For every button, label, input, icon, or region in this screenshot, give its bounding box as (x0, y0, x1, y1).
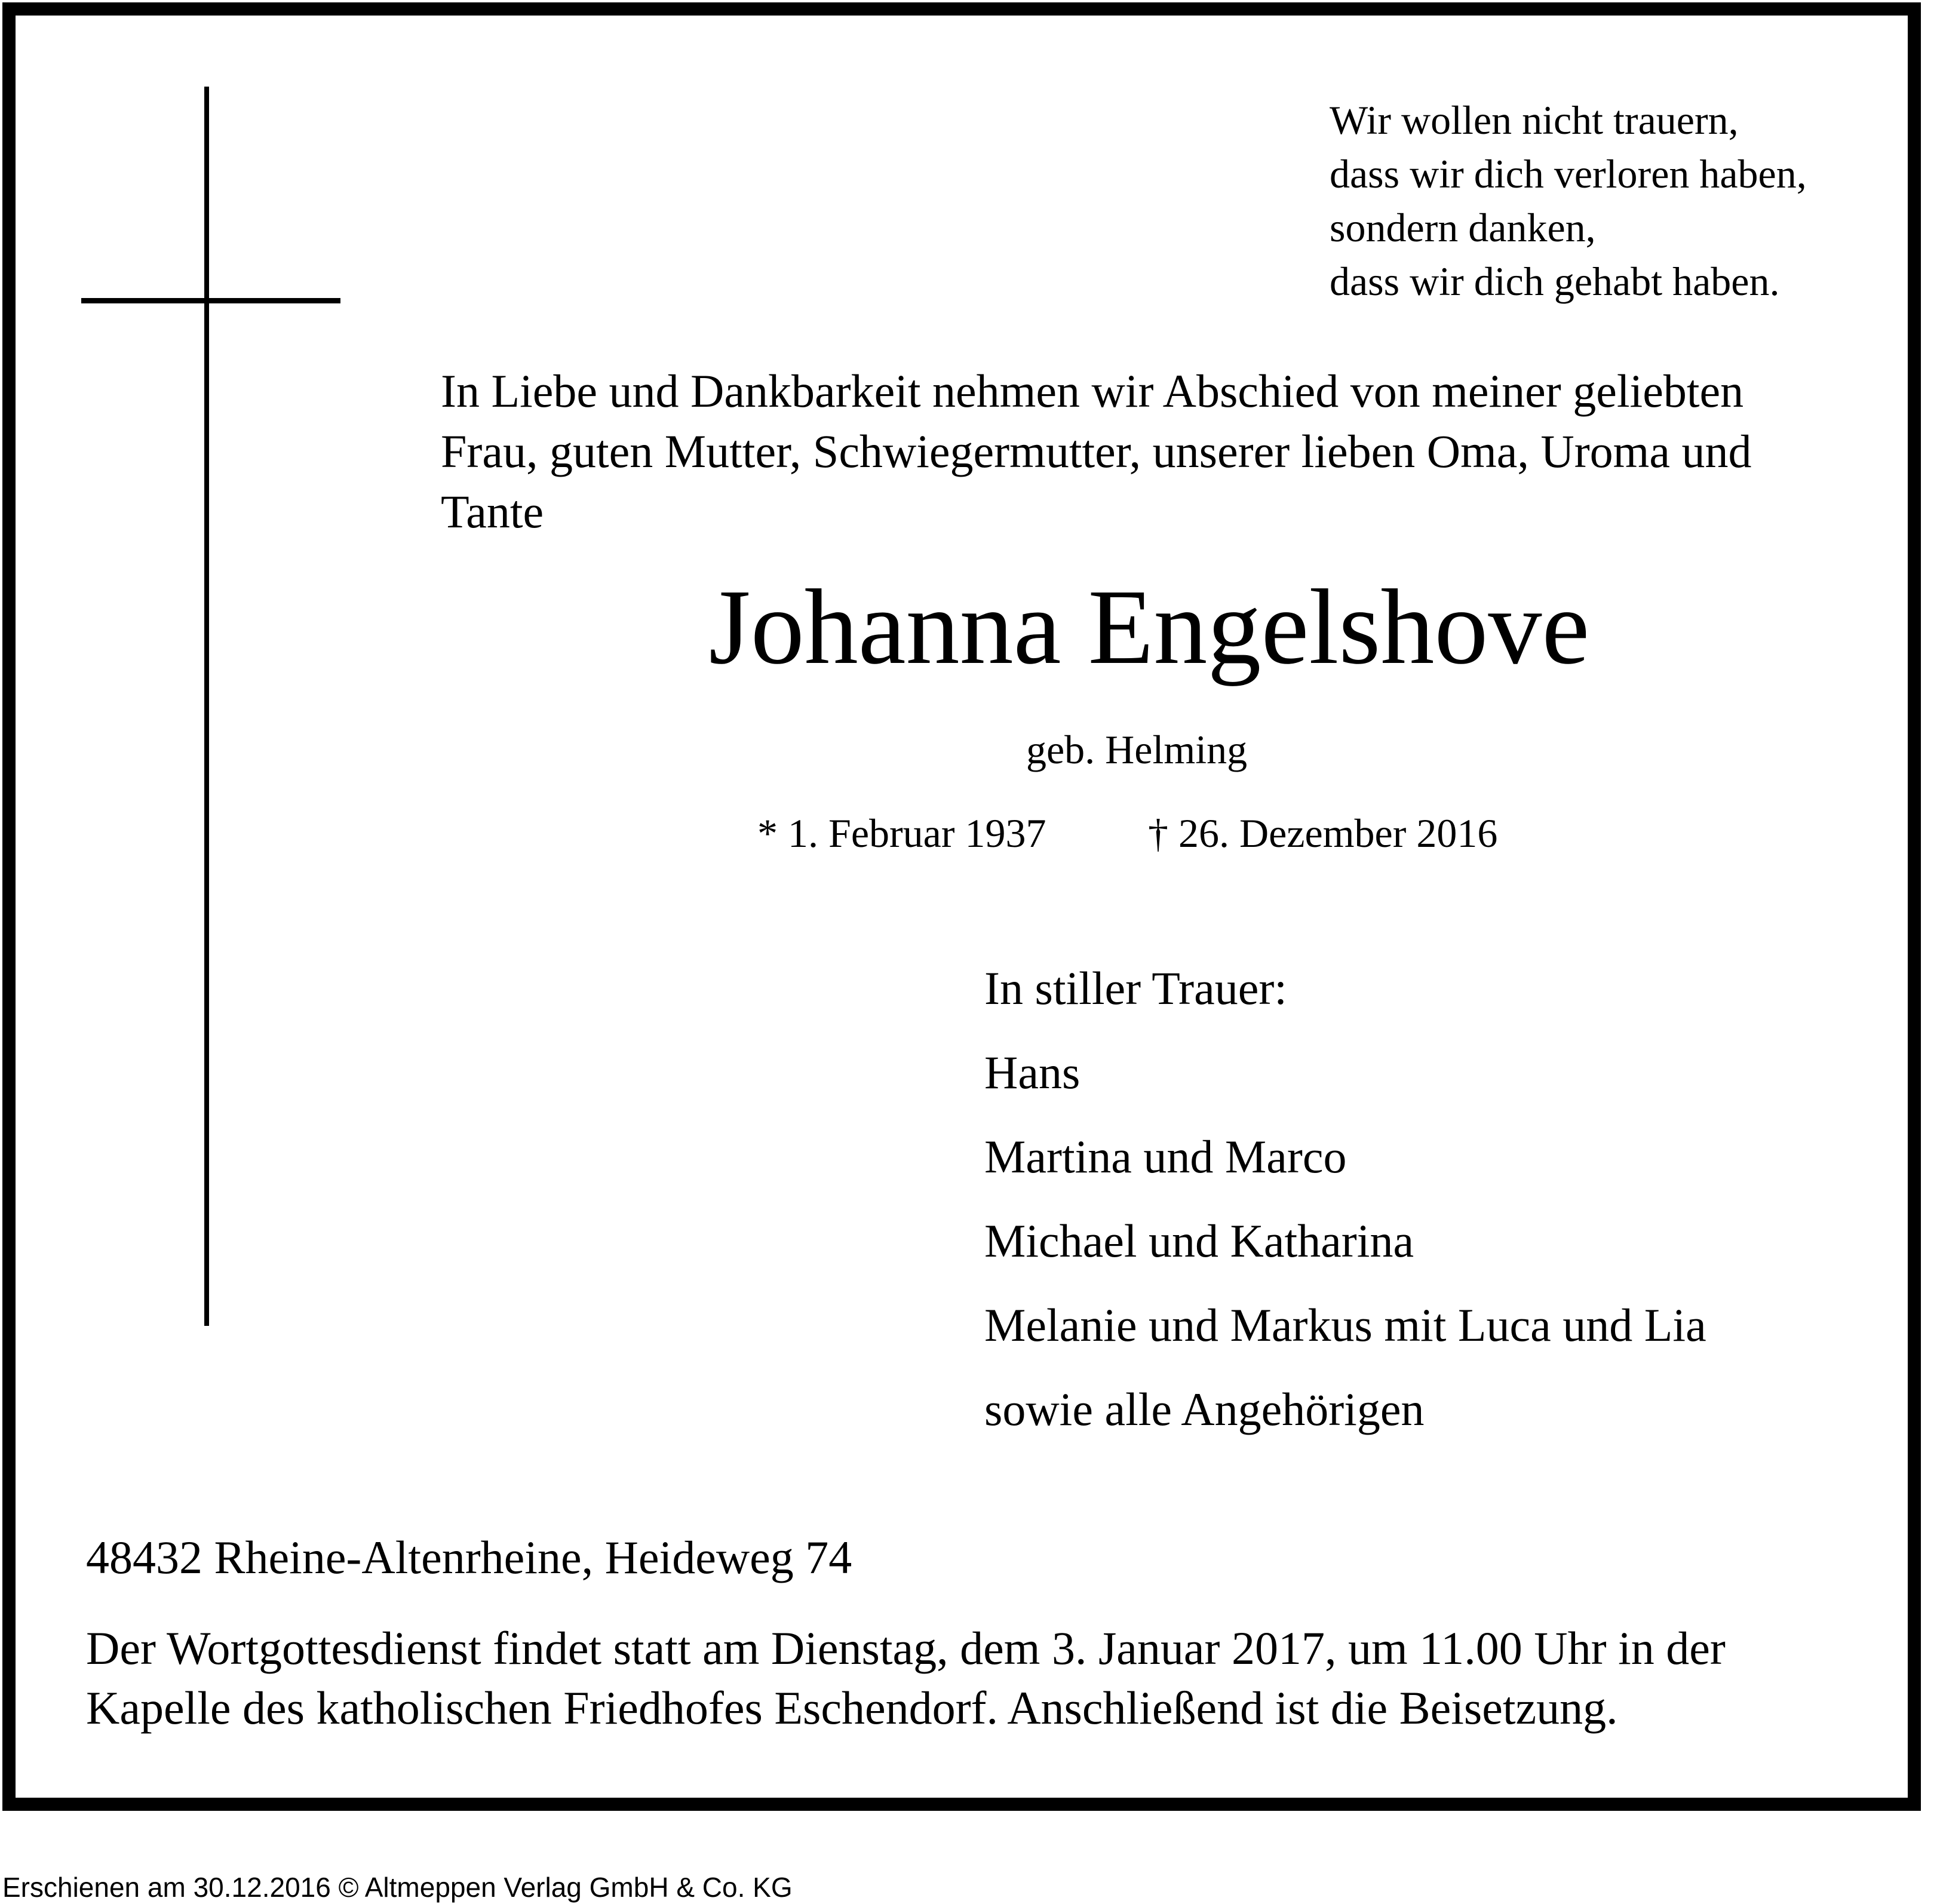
intro-text (441, 361, 1886, 542)
poem-line: dass wir dich verloren haben, (1330, 151, 1807, 196)
publication-footer: Erschienen am 30.12.2016 © Altmeppen Verlag GmbH & Co. KG (2, 1872, 793, 1903)
deceased-name: Johanna Engelshove (708, 567, 1590, 686)
birth-name: geb. Helming (1026, 727, 1248, 772)
mourner-name: Michael und Katharina (984, 1215, 1414, 1267)
mourner-name: Martina und Marco (984, 1131, 1347, 1183)
poem-line: sondern danken, (1330, 205, 1596, 250)
mourner-name: sowie alle Angehörigen (984, 1383, 1425, 1435)
service-line: Der Wortgottesdienst findet statt am Dienstag, dem 3. Januar 2017, um 11.00 Uhr in der (86, 1622, 1726, 1674)
intro-line: In Liebe und Dankbarkeit nehmen wir Abschied von meiner geliebten (441, 365, 1744, 417)
poem-line: Wir wollen nicht trauern, (1330, 97, 1739, 143)
mourner-name: Melanie und Markus mit Luca und Lia (984, 1299, 1706, 1351)
poem (1330, 93, 1807, 308)
intro-line: Tante (441, 486, 544, 538)
mourners-heading: In stiller Trauer: (984, 962, 1287, 1014)
mourner-name: Hans (984, 1046, 1080, 1098)
cross-icon (204, 87, 209, 1326)
service-line: Kapelle des katholischen Friedhofes Eschendorf. Anschließend ist die Beisetzung. (86, 1682, 1618, 1734)
death-date: † 26. Dezember 2016 (1148, 810, 1498, 856)
poem-line: dass wir dich gehabt haben. (1330, 259, 1780, 304)
mourners-list (984, 946, 1706, 1451)
family-address: 48432 Rheine-Altenrheine, Heideweg 74 (86, 1531, 852, 1583)
intro-line: Frau, guten Mutter, Schwiegermutter, unserer lieben Oma, Uroma und (441, 425, 1752, 477)
service-info (86, 1619, 1726, 1738)
birth-date: * 1. Februar 1937 (757, 810, 1046, 856)
cross-icon-crossbar (81, 298, 340, 303)
